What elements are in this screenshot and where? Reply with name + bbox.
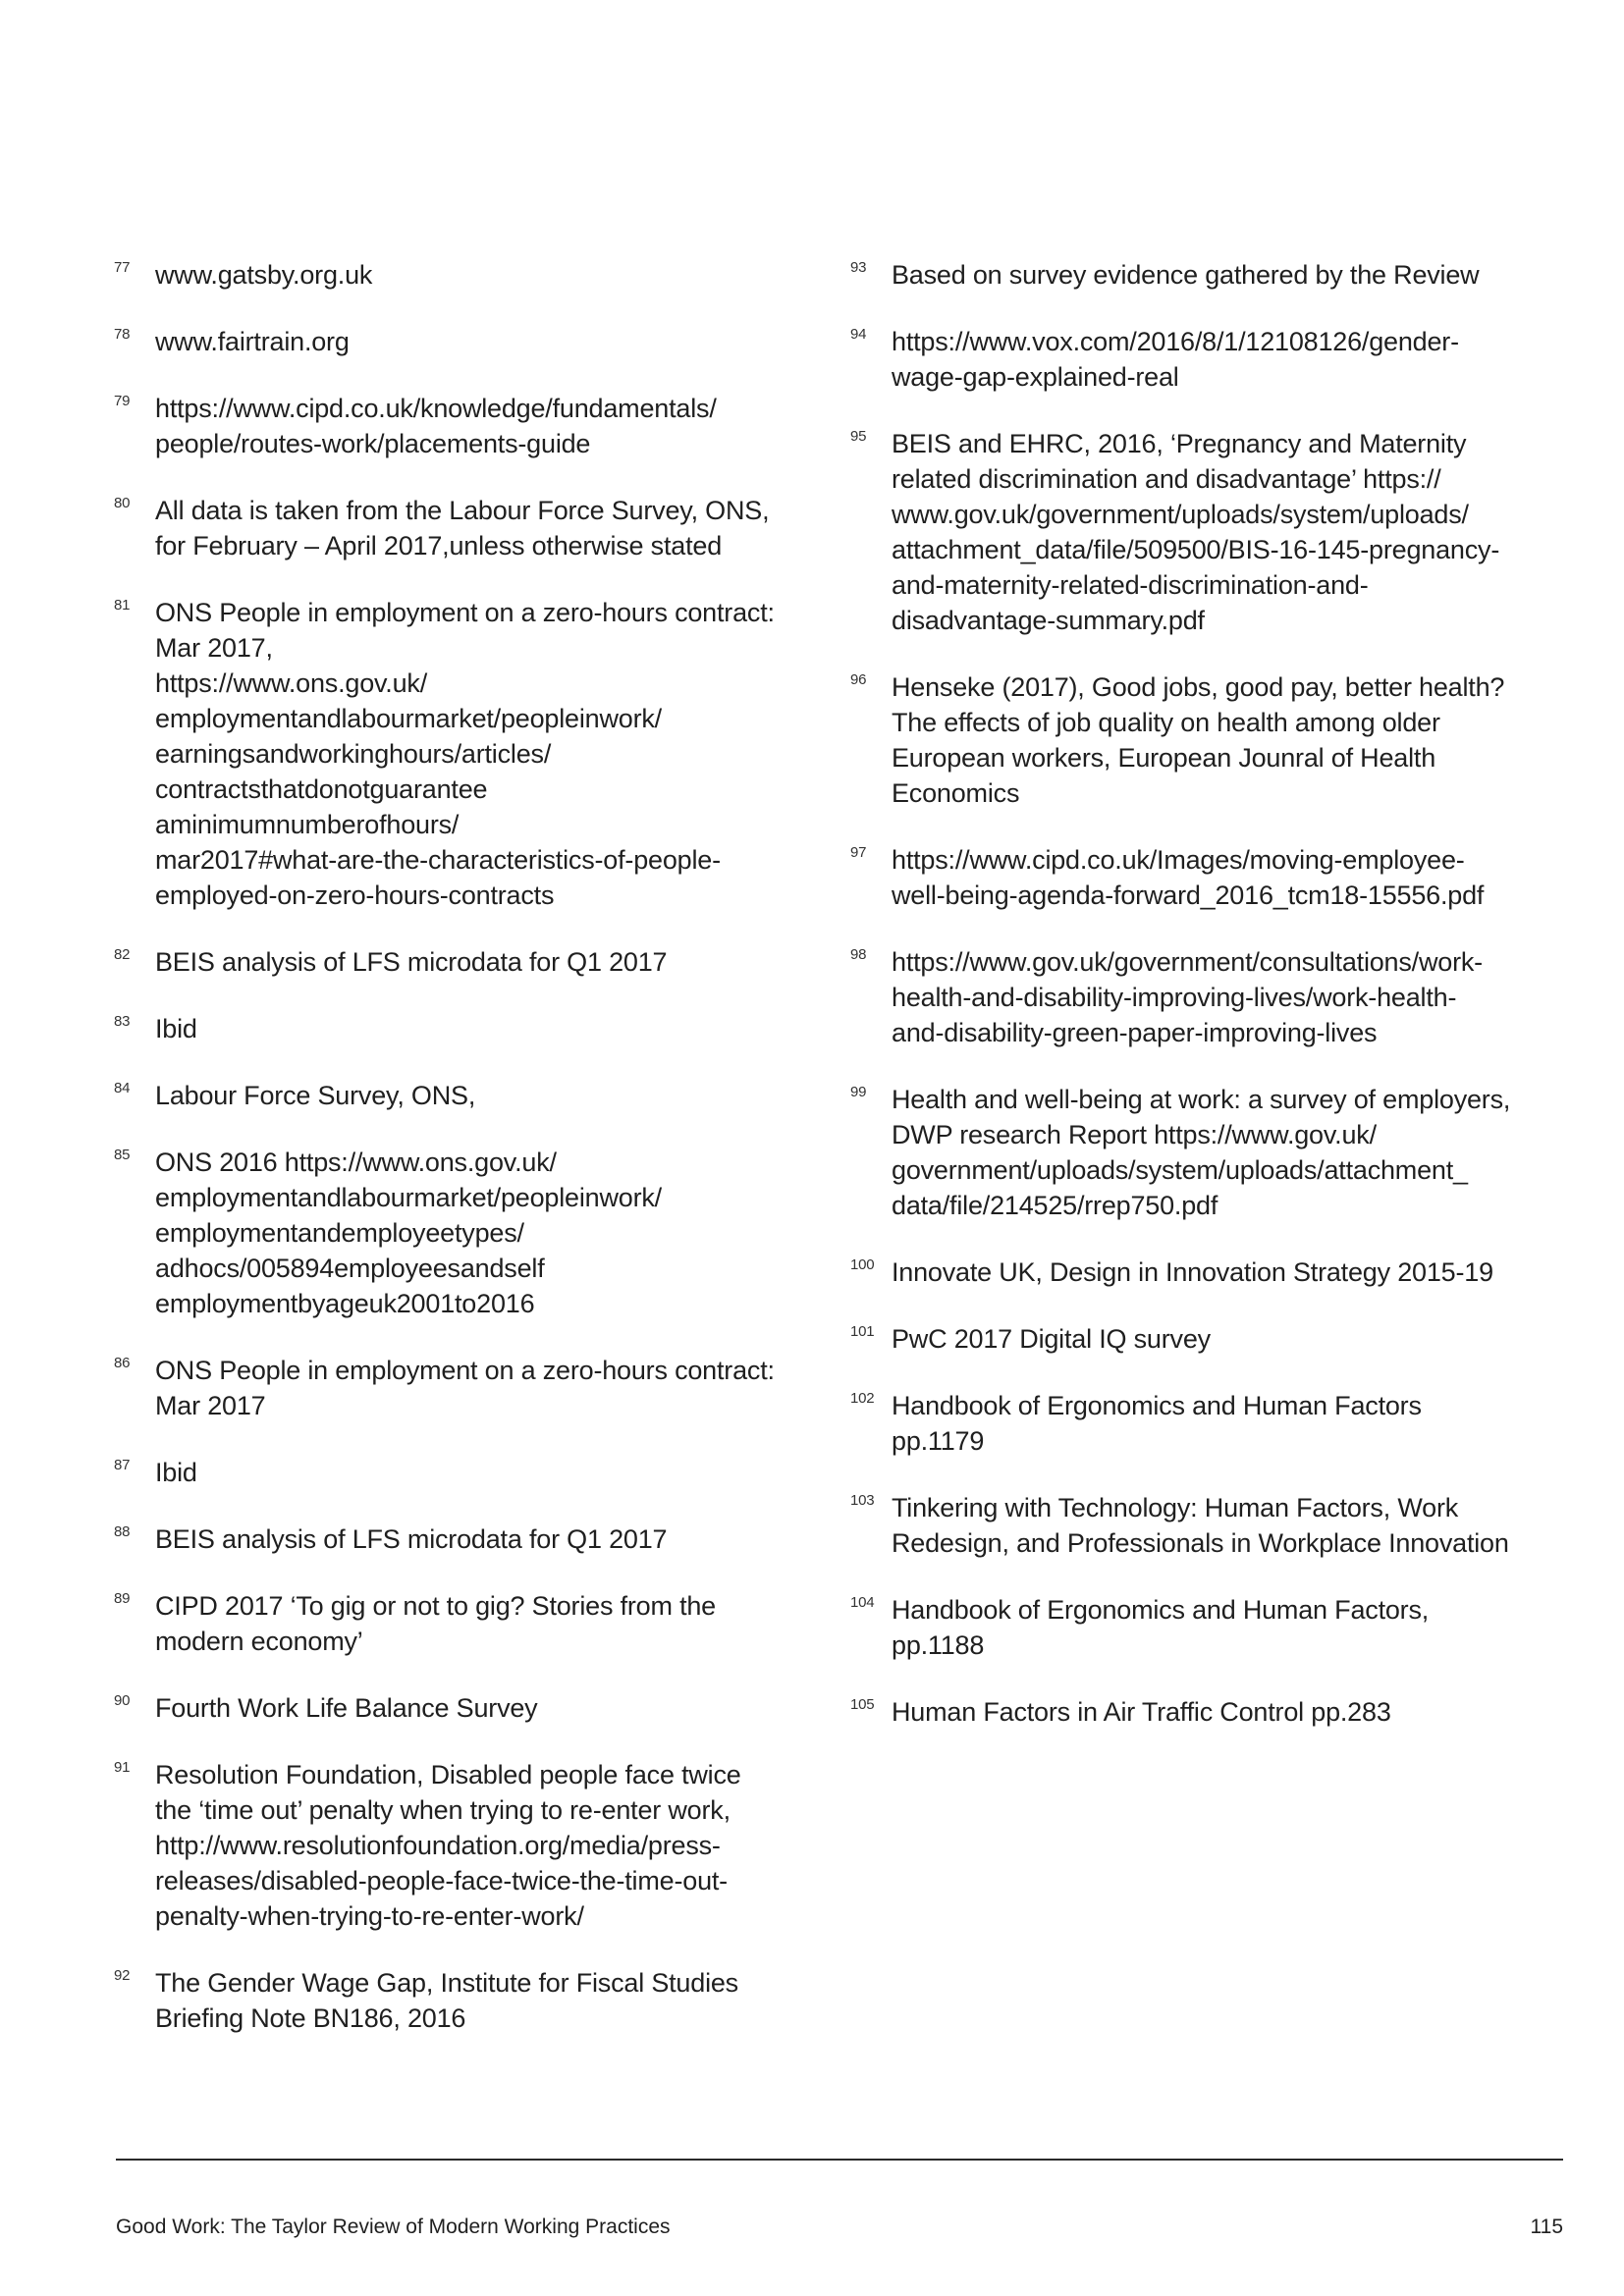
endnote-number: 92: [114, 1967, 131, 1984]
endnotes-column-left: [114, 257, 836, 2067]
endnote-text: ONS 2016 https://www.ons.gov.uk/ employmentandlabourmarket/peopleinwork/ employmentandemployeetypes/ adhocs/005894employeesandself employmentbyageuk2001to2016: [155, 1148, 662, 1318]
endnote-78: [114, 324, 836, 359]
endnote-number: 88: [114, 1523, 131, 1540]
endnote-105: [850, 1694, 1572, 1730]
endnote-number: 81: [114, 597, 131, 614]
endnote-text: Handbook of Ergonomics and Human Factors pp.1179: [892, 1391, 1422, 1456]
endnote-83: [114, 1011, 836, 1046]
endnote-text: www.gatsby.org.uk: [155, 260, 373, 290]
endnote-number: 93: [850, 259, 867, 276]
endnote-number: 105: [850, 1696, 875, 1713]
endnote-text: Innovate UK, Design in Innovation Strategy 2015-19: [892, 1257, 1493, 1287]
endnote-text: https://www.cipd.co.uk/knowledge/fundamentals/ people/routes-work/placements-guide: [155, 394, 717, 458]
endnote-number: 86: [114, 1355, 131, 1371]
endnote-text: www.fairtrain.org: [155, 327, 350, 356]
endnote-95: [850, 426, 1572, 638]
endnote-number: 79: [114, 393, 131, 409]
endnote-text: https://www.gov.uk/government/consultations/work- health-and-disability-improving-lives/work-health- and-disability-green-paper-improving-lives: [892, 947, 1483, 1047]
endnote-number: 85: [114, 1147, 131, 1163]
endnote-number: 94: [850, 326, 867, 343]
endnote-text: BEIS analysis of LFS microdata for Q1 2017: [155, 947, 668, 977]
endnote-81: [114, 595, 836, 913]
footer-document-title: Good Work: The Taylor Review of Modern Working Practices: [116, 2216, 671, 2238]
endnote-99: [850, 1082, 1572, 1223]
endnote-number: 103: [850, 1492, 875, 1509]
endnote-number: 77: [114, 259, 131, 276]
endnote-text: BEIS analysis of LFS microdata for Q1 2017: [155, 1524, 668, 1554]
endnote-text: ONS People in employment on a zero-hours contract: Mar 2017: [155, 1356, 775, 1420]
endnote-number: 104: [850, 1594, 875, 1611]
endnote-90: [114, 1690, 836, 1726]
endnote-text: BEIS and EHRC, 2016, ‘Pregnancy and Maternity related discrimination and disadvantage’ https:// www.gov.uk/government/uploads/system/uploads/ attachment_data/file/509500/BIS-16-145-pregnancy- and-maternity-related-discrimination-and- disadvantage-summary.pdf: [892, 429, 1500, 635]
endnote-text: Resolution Foundation, Disabled people face twice the ‘time out’ penalty when trying to re-enter work, http://www.resolutionfoundation.org/media/press- releases/disabled-people-face-twice-the-time-out- penalty-when-trying-to-re-enter-work/: [155, 1760, 741, 1931]
endnotes-column-right: [850, 257, 1572, 1761]
endnote-text: CIPD 2017 ‘To gig or not to gig? Stories from the modern economy’: [155, 1591, 717, 1656]
endnote-number: 78: [114, 326, 131, 343]
endnote-97: [850, 842, 1572, 913]
endnote-89: [114, 1588, 836, 1659]
endnote-text: https://www.cipd.co.uk/Images/moving-employee- well-being-agenda-forward_2016_tcm18-15556.pdf: [892, 845, 1485, 910]
endnote-98: [850, 944, 1572, 1050]
endnote-text: ONS People in employment on a zero-hours contract: Mar 2017, https://www.ons.gov.uk/ employmentandlabourmarket/peopleinwork/ earningsandworkinghours/articles/ contractsthatdonotguarantee aminimumnumberofhours/ mar2017#what-are-the-characteristics-of-people- employed-on-zero-hours-contracts: [155, 598, 775, 910]
endnote-86: [114, 1353, 836, 1423]
endnote-93: [850, 257, 1572, 293]
endnote-103: [850, 1490, 1572, 1561]
endnote-text: Henseke (2017), Good jobs, good pay, better health? The effects of job quality on health among older European workers, European Jounral of Health Economics: [892, 672, 1505, 808]
footer-divider: [116, 2159, 1563, 2161]
endnote-number: 97: [850, 844, 867, 861]
endnote-text: All data is taken from the Labour Force Survey, ONS, for February – April 2017,unless otherwise stated: [155, 496, 770, 561]
page-number: 115: [1530, 2216, 1563, 2238]
endnote-text: Ibid: [155, 1458, 197, 1487]
endnote-text: The Gender Wage Gap, Institute for Fiscal Studies Briefing Note BN186, 2016: [155, 1968, 738, 2033]
endnote-91: [114, 1757, 836, 1934]
endnote-text: https://www.vox.com/2016/8/1/12108126/gender- wage-gap-explained-real: [892, 327, 1459, 392]
endnote-text: Tinkering with Technology: Human Factors, Work Redesign, and Professionals in Workplace Innovation: [892, 1493, 1509, 1558]
endnote-text: Based on survey evidence gathered by the Review: [892, 260, 1480, 290]
endnote-number: 100: [850, 1256, 875, 1273]
endnote-text: PwC 2017 Digital IQ survey: [892, 1324, 1211, 1354]
endnote-88: [114, 1522, 836, 1557]
endnote-text: Health and well-being at work: a survey of employers, DWP research Report https://www.gov.uk/ government/uploads/system/uploads/attachment_ data/file/214525/rrep750.pdf: [892, 1085, 1511, 1220]
endnote-84: [114, 1078, 836, 1113]
endnote-number: 87: [114, 1457, 131, 1473]
endnote-100: [850, 1255, 1572, 1290]
endnote-80: [114, 493, 836, 563]
endnote-104: [850, 1592, 1572, 1663]
endnote-number: 80: [114, 495, 131, 511]
endnote-text: Ibid: [155, 1014, 197, 1043]
endnote-text: Handbook of Ergonomics and Human Factors, pp.1188: [892, 1595, 1430, 1660]
endnote-77: [114, 257, 836, 293]
endnote-number: 95: [850, 428, 867, 445]
endnote-number: 83: [114, 1013, 131, 1030]
endnote-number: 82: [114, 946, 131, 963]
endnote-82: [114, 944, 836, 980]
endnote-number: 102: [850, 1390, 875, 1407]
endnote-number: 89: [114, 1590, 131, 1607]
endnote-text: Fourth Work Life Balance Survey: [155, 1693, 538, 1723]
endnote-number: 84: [114, 1080, 131, 1096]
endnote-number: 90: [114, 1692, 131, 1709]
endnote-79: [114, 391, 836, 461]
endnote-number: 91: [114, 1759, 131, 1776]
endnote-number: 98: [850, 946, 867, 963]
endnote-number: 101: [850, 1323, 875, 1340]
endnote-number: 99: [850, 1084, 867, 1100]
endnote-96: [850, 669, 1572, 811]
endnote-94: [850, 324, 1572, 395]
endnote-87: [114, 1455, 836, 1490]
endnote-text: Human Factors in Air Traffic Control pp.283: [892, 1697, 1391, 1727]
endnote-text: Labour Force Survey, ONS,: [155, 1081, 476, 1110]
endnote-92: [114, 1965, 836, 2036]
endnote-101: [850, 1321, 1572, 1357]
endnote-102: [850, 1388, 1572, 1459]
endnote-85: [114, 1145, 836, 1321]
endnote-number: 96: [850, 671, 867, 688]
